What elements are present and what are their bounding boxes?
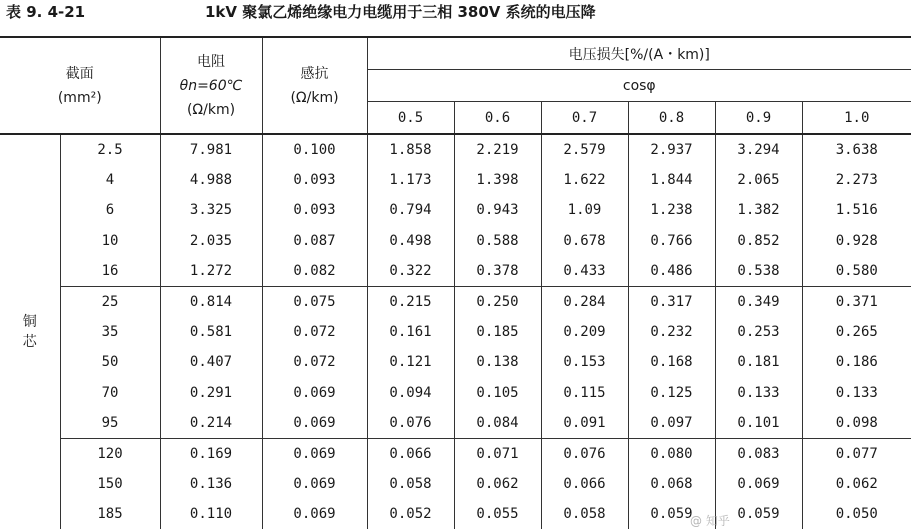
- resistance-cell: 1.272: [160, 256, 262, 287]
- voltage-loss-cell: 0.678: [541, 226, 628, 256]
- voltage-loss-cell: 1.516: [802, 195, 911, 225]
- reactance-label: 感抗: [300, 65, 329, 82]
- voltage-loss-cell: 0.161: [367, 317, 454, 347]
- cos-phi-header: cosφ: [367, 70, 911, 102]
- table-row: [0, 165, 911, 195]
- voltage-loss-cell: 0.317: [628, 286, 715, 317]
- voltage-loss-cell: 0.066: [541, 469, 628, 499]
- conductor-label-char: 芯: [22, 334, 37, 351]
- resistance-cell: 4.988: [160, 165, 262, 195]
- table-row: [0, 499, 911, 529]
- voltage-loss-cell: 0.138: [454, 347, 541, 377]
- voltage-loss-cell: 0.284: [541, 286, 628, 317]
- voltage-loss-cell: 0.371: [802, 286, 911, 317]
- voltage-loss-cell: 2.579: [541, 134, 628, 165]
- voltage-loss-cell: 0.077: [802, 438, 911, 469]
- voltage-loss-cell: 0.253: [715, 317, 802, 347]
- voltage-loss-cell: 0.349: [715, 286, 802, 317]
- reactance-unit: (Ω/km): [290, 89, 339, 106]
- resistance-unit: (Ω/km): [186, 101, 236, 118]
- voltage-loss-cell: 0.133: [715, 378, 802, 408]
- voltage-loss-cell: 1.622: [541, 165, 628, 195]
- reactance-cell: 0.069: [262, 438, 367, 469]
- reactance-cell: 0.093: [262, 165, 367, 195]
- table-row: [0, 378, 911, 408]
- table-row: [0, 226, 911, 256]
- reactance-cell: 0.069: [262, 469, 367, 499]
- voltage-loss-cell: 0.058: [367, 469, 454, 499]
- reactance-header: [262, 37, 367, 134]
- voltage-loss-cell: 0.071: [454, 438, 541, 469]
- voltage-loss-cell: 0.794: [367, 195, 454, 225]
- reactance-cell: 0.069: [262, 499, 367, 529]
- voltage-loss-cell: 0.098: [802, 408, 911, 439]
- resistance-cell: 0.110: [160, 499, 262, 529]
- voltage-loss-cell: 0.852: [715, 226, 802, 256]
- section-label: 截面: [65, 65, 94, 82]
- voltage-loss-cell: 0.580: [802, 256, 911, 287]
- voltage-loss-cell: 0.433: [541, 256, 628, 287]
- resistance-cell: 0.407: [160, 347, 262, 377]
- reactance-cell: 0.069: [262, 408, 367, 439]
- resistance-cell: 2.035: [160, 226, 262, 256]
- power-factor-cell: 0.6: [454, 102, 541, 135]
- voltage-loss-cell: 0.153: [541, 347, 628, 377]
- voltage-loss-cell: 0.066: [367, 438, 454, 469]
- reactance-cell: 0.087: [262, 226, 367, 256]
- table-row: [0, 347, 911, 377]
- table-row: [0, 286, 911, 317]
- table-row: [0, 134, 911, 165]
- table-row: [0, 256, 911, 287]
- voltage-loss-cell: 0.094: [367, 378, 454, 408]
- voltage-loss-cell: 0.322: [367, 256, 454, 287]
- reactance-cell: 0.072: [262, 317, 367, 347]
- voltage-loss-cell: 0.538: [715, 256, 802, 287]
- reactance-cell: 0.100: [262, 134, 367, 165]
- section-cell: 4: [60, 165, 160, 195]
- section-unit: (mm²): [57, 89, 102, 106]
- voltage-loss-cell: 0.181: [715, 347, 802, 377]
- table-caption: [0, 0, 911, 28]
- voltage-loss-cell: 0.062: [454, 469, 541, 499]
- voltage-loss-cell: 0.209: [541, 317, 628, 347]
- resistance-cell: 0.291: [160, 378, 262, 408]
- voltage-loss-cell: 0.068: [628, 469, 715, 499]
- voltage-loss-cell: 0.069: [715, 469, 802, 499]
- reactance-cell: 0.075: [262, 286, 367, 317]
- voltage-loss-cell: 0.250: [454, 286, 541, 317]
- table-title: 1kV 聚氯乙烯绝缘电力电缆用于三相 380V 系统的电压降: [205, 3, 596, 21]
- voltage-loss-cell: 0.215: [367, 286, 454, 317]
- resistance-cell: 3.325: [160, 195, 262, 225]
- resistance-cell: 0.136: [160, 469, 262, 499]
- voltage-loss-cell: 0.185: [454, 317, 541, 347]
- power-factor-cell: 0.8: [628, 102, 715, 135]
- section-cell: 95: [60, 408, 160, 439]
- section-cell: 2.5: [60, 134, 160, 165]
- resistance-cell: 7.981: [160, 134, 262, 165]
- section-header: [0, 37, 160, 134]
- section-cell: 25: [60, 286, 160, 317]
- conductor-label: [0, 134, 60, 529]
- voltage-loss-cell: 3.638: [802, 134, 911, 165]
- voltage-loss-cell: 0.115: [541, 378, 628, 408]
- reactance-cell: 0.069: [262, 378, 367, 408]
- voltage-loss-cell: 0.498: [367, 226, 454, 256]
- voltage-loss-cell: 0.265: [802, 317, 911, 347]
- voltage-loss-cell: 0.133: [802, 378, 911, 408]
- voltage-loss-cell: 2.065: [715, 165, 802, 195]
- voltage-loss-cell: 0.105: [454, 378, 541, 408]
- voltage-loss-cell: 0.083: [715, 438, 802, 469]
- resistance-label: 电阻: [197, 53, 225, 70]
- resistance-header: [160, 37, 262, 134]
- table-number: 表 9. 4-21: [6, 3, 86, 21]
- section-cell: 50: [60, 347, 160, 377]
- power-factor-cell: 0.9: [715, 102, 802, 135]
- section-cell: 16: [60, 256, 160, 287]
- section-cell: 150: [60, 469, 160, 499]
- table-body: [0, 134, 911, 529]
- voltage-loss-cell: 0.125: [628, 378, 715, 408]
- voltage-loss-cell: 0.928: [802, 226, 911, 256]
- voltage-drop-table: [0, 36, 911, 529]
- voltage-loss-cell: 1.238: [628, 195, 715, 225]
- voltage-loss-cell: 0.097: [628, 408, 715, 439]
- conductor-label-char: 铜: [22, 314, 37, 331]
- voltage-loss-cell: 0.076: [541, 438, 628, 469]
- voltage-loss-cell: 0.168: [628, 347, 715, 377]
- voltage-loss-cell: 0.062: [802, 469, 911, 499]
- voltage-loss-cell: 0.080: [628, 438, 715, 469]
- power-factor-cell: 1.0: [802, 102, 911, 135]
- table-row: [0, 317, 911, 347]
- voltage-loss-cell: 0.588: [454, 226, 541, 256]
- table-row: [0, 469, 911, 499]
- resistance-cell: 0.581: [160, 317, 262, 347]
- section-cell: 185: [60, 499, 160, 529]
- voltage-loss-cell: 3.294: [715, 134, 802, 165]
- resistance-cell: 0.169: [160, 438, 262, 469]
- section-cell: 120: [60, 438, 160, 469]
- voltage-loss-cell: 0.378: [454, 256, 541, 287]
- voltage-loss-cell: 0.766: [628, 226, 715, 256]
- voltage-loss-cell: 1.398: [454, 165, 541, 195]
- voltage-loss-cell: 0.084: [454, 408, 541, 439]
- table-row: [0, 408, 911, 439]
- voltage-loss-header: 电压损失[%/(A・km)]: [367, 37, 911, 70]
- voltage-loss-cell: 0.059: [628, 499, 715, 529]
- resistance-cell: 0.214: [160, 408, 262, 439]
- section-cell: 70: [60, 378, 160, 408]
- voltage-loss-cell: 0.101: [715, 408, 802, 439]
- voltage-loss-cell: 0.050: [802, 499, 911, 529]
- voltage-loss-cell: 1.09: [541, 195, 628, 225]
- table-row: [0, 438, 911, 469]
- resistance-temp: θn=60℃: [179, 77, 243, 94]
- reactance-cell: 0.082: [262, 256, 367, 287]
- voltage-loss-cell: 0.232: [628, 317, 715, 347]
- voltage-loss-cell: 0.091: [541, 408, 628, 439]
- table-row: [0, 195, 911, 225]
- watermark: @ 知乎: [690, 514, 730, 528]
- voltage-loss-cell: 0.121: [367, 347, 454, 377]
- power-factor-cell: 0.5: [367, 102, 454, 135]
- power-factor-cell: 0.7: [541, 102, 628, 135]
- resistance-cell: 0.814: [160, 286, 262, 317]
- voltage-loss-cell: 1.382: [715, 195, 802, 225]
- reactance-cell: 0.072: [262, 347, 367, 377]
- section-cell: 35: [60, 317, 160, 347]
- voltage-loss-cell: 0.076: [367, 408, 454, 439]
- section-cell: 6: [60, 195, 160, 225]
- voltage-loss-cell: 2.937: [628, 134, 715, 165]
- reactance-cell: 0.093: [262, 195, 367, 225]
- voltage-loss-cell: 0.186: [802, 347, 911, 377]
- section-cell: 10: [60, 226, 160, 256]
- voltage-loss-cell: 0.943: [454, 195, 541, 225]
- voltage-loss-cell: 0.486: [628, 256, 715, 287]
- voltage-loss-cell: 1.173: [367, 165, 454, 195]
- voltage-loss-cell: 1.844: [628, 165, 715, 195]
- voltage-loss-cell: 0.059: [715, 499, 802, 529]
- voltage-loss-cell: 1.858: [367, 134, 454, 165]
- header-row-1: [0, 37, 911, 70]
- voltage-loss-cell: 0.058: [541, 499, 628, 529]
- voltage-loss-cell: 0.052: [367, 499, 454, 529]
- voltage-loss-cell: 0.055: [454, 499, 541, 529]
- voltage-loss-cell: 2.273: [802, 165, 911, 195]
- voltage-loss-cell: 2.219: [454, 134, 541, 165]
